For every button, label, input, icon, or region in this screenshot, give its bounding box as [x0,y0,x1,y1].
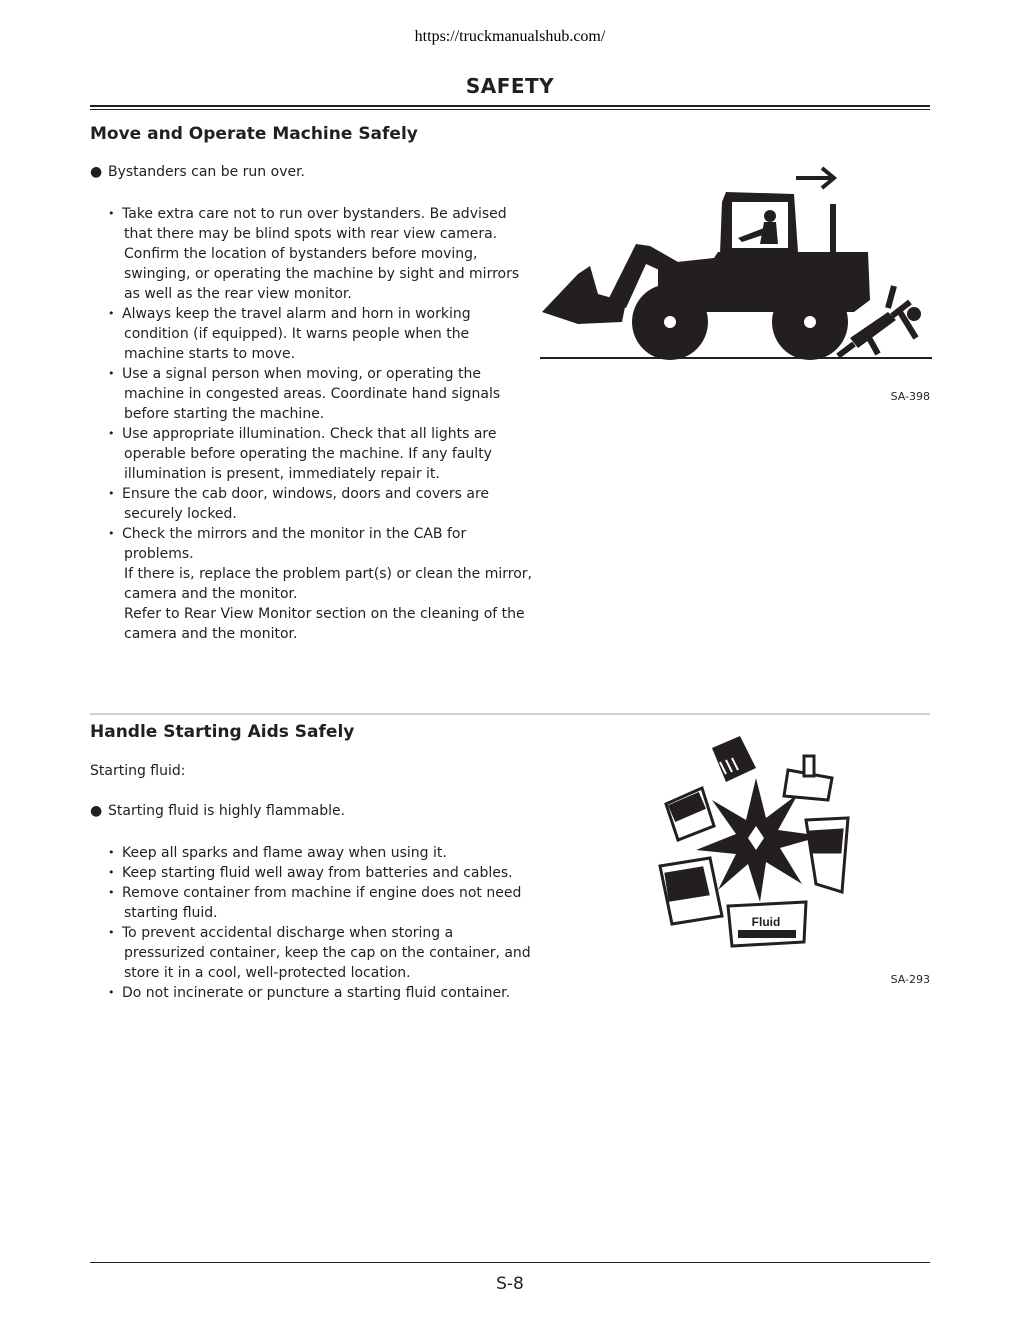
sub-bullet-list [108,843,548,1003]
sub-bullet-line: If there is, replace the problem part(s) or clean the mirror, [124,566,532,582]
sub-bullet-mark: • [108,846,115,859]
sub-bullet-line: problems. [124,546,194,562]
sub-bullet-line: Remove container from machine if engine does not need [122,885,522,901]
sub-bullet-line: illumination is present, immediately repair it. [124,466,440,482]
sub-bullet-line: machine starts to move. [124,346,296,362]
footer-rule [90,1262,930,1263]
sub-bullet-line: Keep all sparks and flame away when using it. [122,845,447,861]
sub-bullet-mark: • [108,307,115,320]
sub-bullet-mark: • [108,866,115,879]
sub-bullet-item [108,863,548,883]
figure-caption-sa398: SA-398 [890,390,930,403]
page-number: S-8 [496,1274,524,1294]
sub-bullet-mark: • [108,487,115,500]
sub-bullet-line: Keep starting fluid well away from batteries and cables. [122,865,513,881]
sub-bullet-line: Ensure the cab door, windows, doors and covers are [122,486,490,502]
sub-bullet-line: Use a signal person when moving, or operating the [122,366,481,382]
wheel-loader-runover-illustration [538,162,934,362]
sub-bullet-line: before starting the machine. [124,406,325,422]
sub-bullet-mark: • [108,986,115,999]
sub-bullet-mark: • [108,886,115,899]
sub-bullet-line: swinging, or operating the machine by sight and mirrors [124,266,520,282]
spray-can-lower-icon [660,858,722,924]
direction-arrow-icon [796,168,834,188]
section-divider [90,713,930,715]
bullet-dot: ● [90,803,103,819]
bullet-text: Starting fluid is highly flammable. [108,803,346,819]
sub-bullet-item [108,484,548,524]
section-title-move-operate: Move and Operate Machine Safely [90,124,418,144]
header-rule [90,105,930,107]
sub-bullet-line: Confirm the location of bystanders before moving, [124,246,478,262]
figure-caption-sa293: SA-293 [890,973,930,986]
sub-bullet-mark: • [108,527,115,540]
sub-bullet-item [108,304,548,364]
aerosol-cap-icon [712,736,756,782]
main-bullet [90,164,305,180]
starting-fluid-intro: Starting fluid: [90,763,186,779]
sub-bullet-line: Take extra care not to run over bystanders. Be advised [122,206,507,222]
sub-bullet-item [108,424,548,484]
sub-bullet-line: store it in a cool, well-protected location. [124,965,411,981]
container-label: Fluid [751,915,781,929]
sub-bullet-line: Do not incinerate or puncture a starting fluid container. [122,985,511,1001]
starting-fluid-explosion-illustration [656,734,856,958]
sub-bullet-item [108,983,548,1003]
sub-bullet-mark: • [108,207,115,220]
sub-bullet-mark: • [108,427,115,440]
sub-bullet-item [108,524,548,644]
bullet-dot: ● [90,164,103,180]
sub-bullet-line: Check the mirrors and the monitor in the CAB for [122,526,467,542]
source-url: https://truckmanualshub.com/ [414,28,606,45]
sub-bullet-item [108,204,548,304]
sub-bullet-item [108,923,548,983]
sub-bullet-line: that there may be blind spots with rear view camera. [124,226,498,242]
sub-bullet-line: pressurized container, keep the cap on the container, and [124,945,531,961]
spray-can-left-icon [666,788,714,840]
main-bullet [90,803,345,819]
chapter-title: SAFETY [465,74,555,98]
spray-can-right-icon [806,818,848,892]
sub-bullet-line: camera and the monitor. [124,626,298,642]
bullet-text: Bystanders can be run over. [108,164,306,180]
header-rule-thin [90,109,930,110]
sub-bullet-mark: • [108,926,115,939]
sub-bullet-line: camera and the monitor. [124,586,298,602]
sub-bullet-line: machine in congested areas. Coordinate hand signals [124,386,501,402]
sub-bullet-item [108,364,548,424]
sub-bullet-line: condition (if equipped). It warns people when the [124,326,470,342]
sub-bullet-list [108,204,548,644]
sub-bullet-line: operable before operating the machine. If any faulty [124,446,492,462]
sub-bullet-line: Use appropriate illumination. Check that all lights are [122,426,497,442]
sub-bullet-line: starting fluid. [124,905,218,921]
sub-bullet-line: Always keep the travel alarm and horn in working [122,306,471,322]
sub-bullet-line: as well as the rear view monitor. [124,286,352,302]
spray-nozzle-icon [784,756,832,800]
sub-bullet-line: Refer to Rear View Monitor section on the cleaning of the [124,606,525,622]
sub-bullet-line: To prevent accidental discharge when storing a [122,925,454,941]
sub-bullet-item [108,883,548,923]
sub-bullet-line: securely locked. [124,506,237,522]
sub-bullet-item [108,843,548,863]
section-title-starting-aids: Handle Starting Aids Safely [90,722,355,742]
fluid-container-icon [728,902,806,946]
sub-bullet-mark: • [108,367,115,380]
